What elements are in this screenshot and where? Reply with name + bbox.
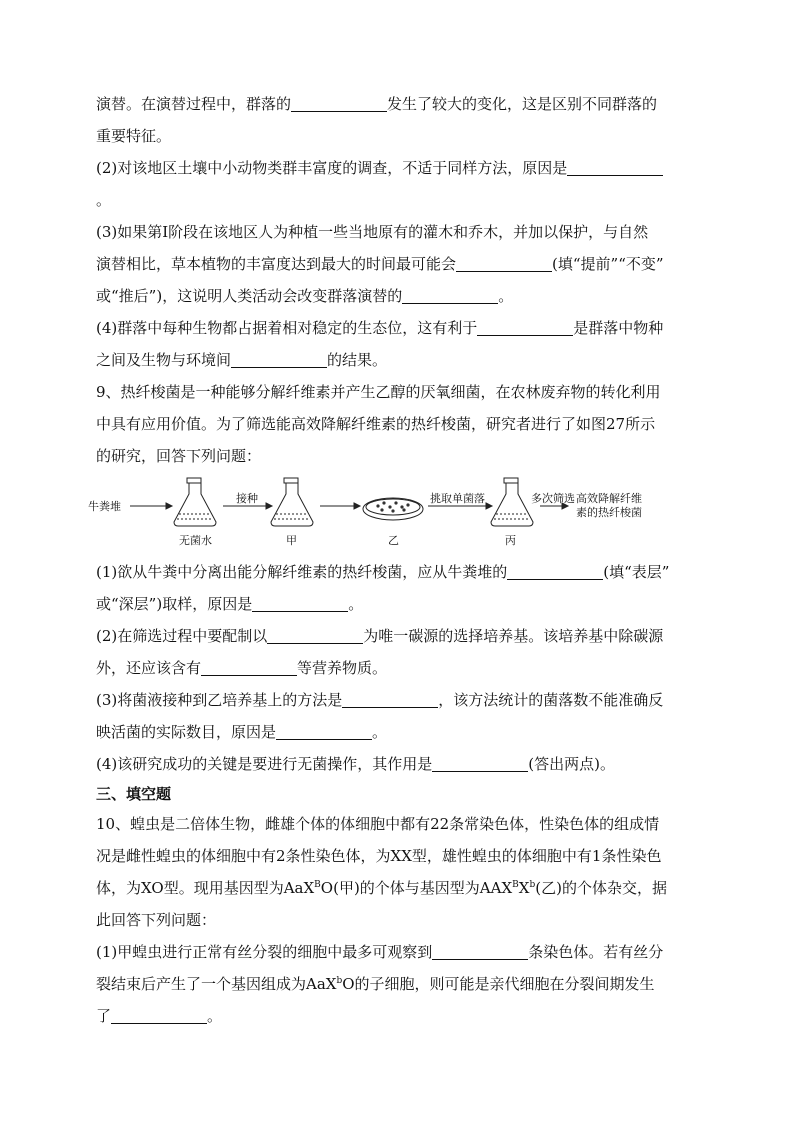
answer-blank[interactable] bbox=[432, 753, 528, 772]
q8-part3-line-2: 演替相比，草本植物的丰富度达到最大的时间最可能会 (填“提前”“不变” bbox=[96, 255, 664, 273]
screening-label: 多次筛选 bbox=[531, 492, 575, 505]
q9-line-3: 的研究，回答下列问题： bbox=[96, 447, 262, 465]
answer-blank[interactable] bbox=[342, 689, 438, 708]
answer-blank[interactable] bbox=[111, 1005, 207, 1024]
arrow-head-icon bbox=[354, 503, 360, 509]
q9-line-2: 中具有应用价值。为了筛选能高效降解纤维素的热纤梭菌，研究者进行了如图27所示 bbox=[96, 415, 656, 433]
answer-blank[interactable] bbox=[201, 657, 297, 676]
flask-icon bbox=[174, 478, 216, 526]
q10-line-3: 体，为XO型。现用基因型为AaX$^B$O(甲)的个体与基因型为$AAX^BX^b$(乙)的个体杂交，据 bbox=[96, 879, 667, 897]
flask-c-label: 丙 bbox=[505, 534, 516, 547]
answer-blank[interactable] bbox=[267, 625, 363, 644]
q9-part2-line-1: (2)在筛选过程中要配制以 为唯一碳源的选择培养基。该培养基中除碳源 bbox=[96, 627, 664, 645]
q10-part1-line-3: 了 。 bbox=[96, 1007, 223, 1025]
flask-a-label: 甲 bbox=[286, 534, 297, 547]
q10-line-4: 此回答下列问题： bbox=[96, 911, 217, 929]
pick-colony-label: 挑取单菌落 bbox=[430, 492, 485, 505]
q9-part2-line-2: 外，还应该含有 等营养物质。 bbox=[96, 659, 388, 677]
q8-part4-line-2: 之间及生物与环境间 的结果。 bbox=[96, 351, 388, 369]
dish-b-label: 乙 bbox=[388, 534, 399, 547]
q10-line-1: 10、蝗虫是二倍体生物，雌雄个体的体细胞中都有22条常染色体，性染色体的组成情 bbox=[96, 815, 660, 833]
section-title: 三、填空题 bbox=[96, 785, 172, 803]
q8-part2-line-1: (2)对该地区土壤中小动物类群丰富度的调查，不适于同样方法，原因是 bbox=[96, 152, 696, 184]
q8-line-2: 重要特征。 bbox=[96, 127, 172, 145]
q8-part4-line-1: (4)群落中每种生物都占据着相对稳定的生态位，这有利于 是群落中物种 bbox=[96, 319, 664, 337]
q8-part3-line-1: (3)如果第Ⅰ阶段在该地区人为种植一些当地原有的灌木和乔木，并加以保护，与自然 bbox=[96, 223, 649, 241]
answer-blank[interactable] bbox=[231, 349, 327, 368]
sterile-water-label: 无菌水 bbox=[179, 534, 212, 547]
q10-part1-line-1: (1)甲蝗虫进行正常有丝分裂的细胞中最多可观察到 条染色体。若有丝分 bbox=[96, 943, 664, 961]
flask-icon bbox=[491, 478, 533, 526]
result-label-2: 素的热纤梭菌 bbox=[576, 506, 642, 519]
answer-blank[interactable] bbox=[507, 561, 603, 580]
answer-blank[interactable] bbox=[252, 593, 348, 612]
answer-blank[interactable] bbox=[477, 317, 573, 336]
source-label: 牛粪堆 bbox=[88, 500, 121, 513]
answer-blank[interactable] bbox=[291, 93, 387, 112]
q10-part1-line-2: 裂结束后产生了一个基因组成为AaX$^b$O的子细胞，则可能是亲代细胞在分裂间期发生 bbox=[96, 975, 655, 993]
arrow-head-icon bbox=[486, 503, 492, 509]
q9-part1-line-1: (1)欲从牛粪中分离出能分解纤维素的热纤梭菌，应从牛粪堆的 (填“表层” bbox=[96, 563, 670, 581]
experiment-flow-figure bbox=[88, 476, 696, 554]
petri-dish-icon bbox=[363, 498, 423, 520]
arrow-head-icon bbox=[266, 503, 272, 509]
q9-line-1: 9、热纤梭菌是一种能够分解纤维素并产生乙醇的厌氧细菌，在农林废弃物的转化利用 bbox=[96, 383, 661, 401]
answer-blank[interactable] bbox=[456, 253, 552, 272]
flask-icon bbox=[271, 478, 313, 526]
worksheet-page bbox=[88, 88, 696, 1032]
result-label-1: 高效降解纤维 bbox=[576, 492, 642, 505]
answer-blank[interactable] bbox=[567, 157, 663, 176]
answer-blank[interactable] bbox=[276, 721, 372, 740]
arrow-head-icon bbox=[166, 503, 172, 509]
answer-blank[interactable] bbox=[402, 285, 498, 304]
answer-blank[interactable] bbox=[432, 941, 528, 960]
q8-part2-line-2: 。 bbox=[96, 191, 112, 209]
q9-part1-line-2: 或“深层”)取样，原因是 。 bbox=[96, 595, 364, 613]
q9-part4-line-1: (4)该研究成功的关键是要进行无菌操作，其作用是 (答出两点)。 bbox=[96, 755, 615, 773]
q10-line-2: 况是雌性蝗虫的体细胞中有2条性染色体，为XX型，雄性蝗虫的体细胞中有1条性染色 bbox=[96, 847, 662, 865]
q9-part3-line-2: 映活菌的实际数目，原因是 。 bbox=[96, 723, 388, 741]
inoculate-label: 接种 bbox=[236, 492, 258, 505]
q8-part3-line-3: 或“推后”)，这说明人类活动会改变群落演替的 。 bbox=[96, 287, 514, 305]
q9-part3-line-1: (3)将菌液接种到乙培养基上的方法是 ，该方法统计的菌落数不能准确反 bbox=[96, 691, 664, 709]
q8-line-1: 演替。在演替过程中，群落的 发生了较大的变化，这是区别不同群落的 bbox=[96, 95, 658, 113]
